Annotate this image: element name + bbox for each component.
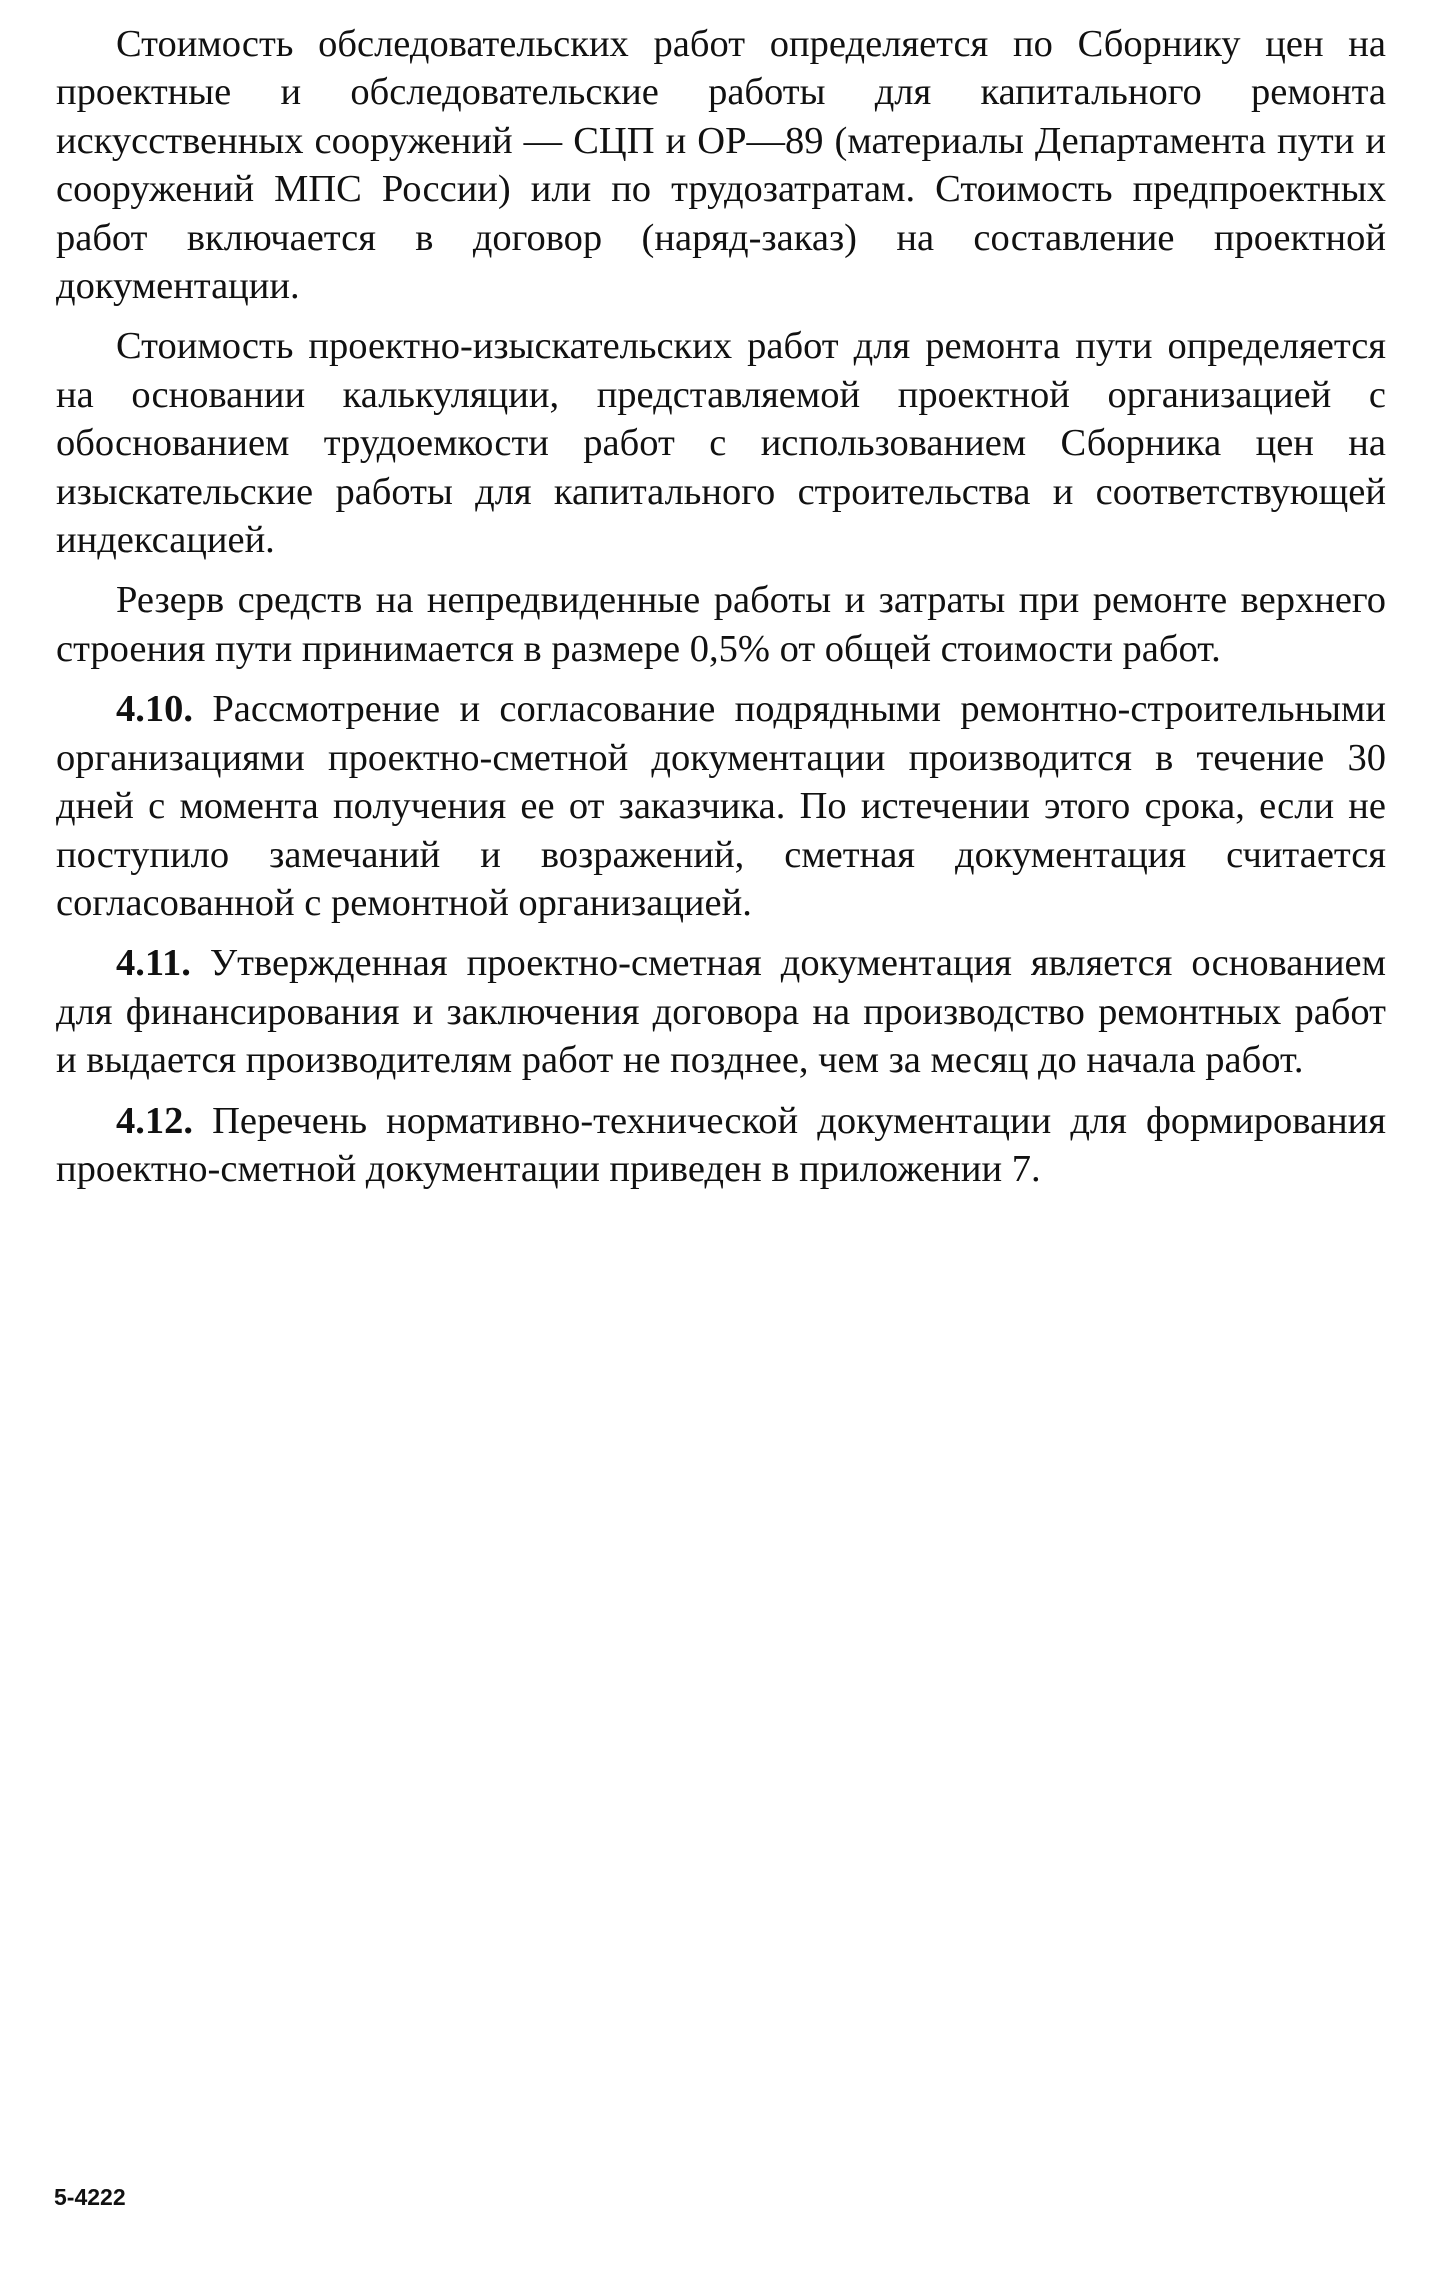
paragraph-survey-cost xyxy=(56,20,1386,310)
paragraph-text: Утвержденная проектно-сметная документация является основанием для финансирования и заключения договора на производство ремонтных работ и выдается производителям работ не позднее, чем за месяц до начала работ. xyxy=(56,942,1386,1082)
paragraph-text: Рассмотрение и согласование подрядными ремонтно-строительными организациями проектно-сметной документации производится в течение 30 дней с момента получения ее от заказчика. По истечении этого срока, если не поступило замечаний и возражений, сметная документация считается согласованной с ремонтной организацией. xyxy=(56,688,1386,924)
paragraph-4-10 xyxy=(56,685,1386,927)
paragraph-text: Резерв средств на непредвиденные работы и затраты при ремонте верхнего строения пути принимается в размере 0,5% от общей стоимости работ. xyxy=(56,579,1386,670)
section-number: 4.12. xyxy=(116,1099,193,1142)
paragraph-design-cost xyxy=(56,322,1386,564)
paragraph-reserve xyxy=(56,576,1386,673)
paragraph-text: Перечень нормативно-технической документации для формирования проектно-сметной документации приведен в приложении 7. xyxy=(56,1099,1386,1190)
body-text xyxy=(56,20,1386,1205)
paragraph-4-12 xyxy=(56,1097,1386,1194)
section-number: 4.10. xyxy=(116,688,193,731)
paragraph-4-11 xyxy=(56,939,1386,1084)
section-number: 4.11. xyxy=(116,942,191,985)
paragraph-text: Стоимость обследовательских работ определяется по Сборнику цен на проектные и обследовательские работы для капитального ремонта искусственных сооружений — СЦП и ОР—89 (материалы Департамента пути и сооружений МПС России) или по трудозатратам. Стоимость предпроектных работ включается в договор (наряд-заказ) на составление проектной документации. xyxy=(56,23,1386,308)
paragraph-text: Стоимость проектно-изыскательских работ для ремонта пути определяется на основании калькуляции, представляемой проектной организацией с обоснованием трудоемкости работ с использованием Сборника цен на изыскательские работы для капитального строительства и соответствующей индексацией. xyxy=(56,325,1386,562)
printer-signature: 5-4222 xyxy=(54,2184,126,2210)
